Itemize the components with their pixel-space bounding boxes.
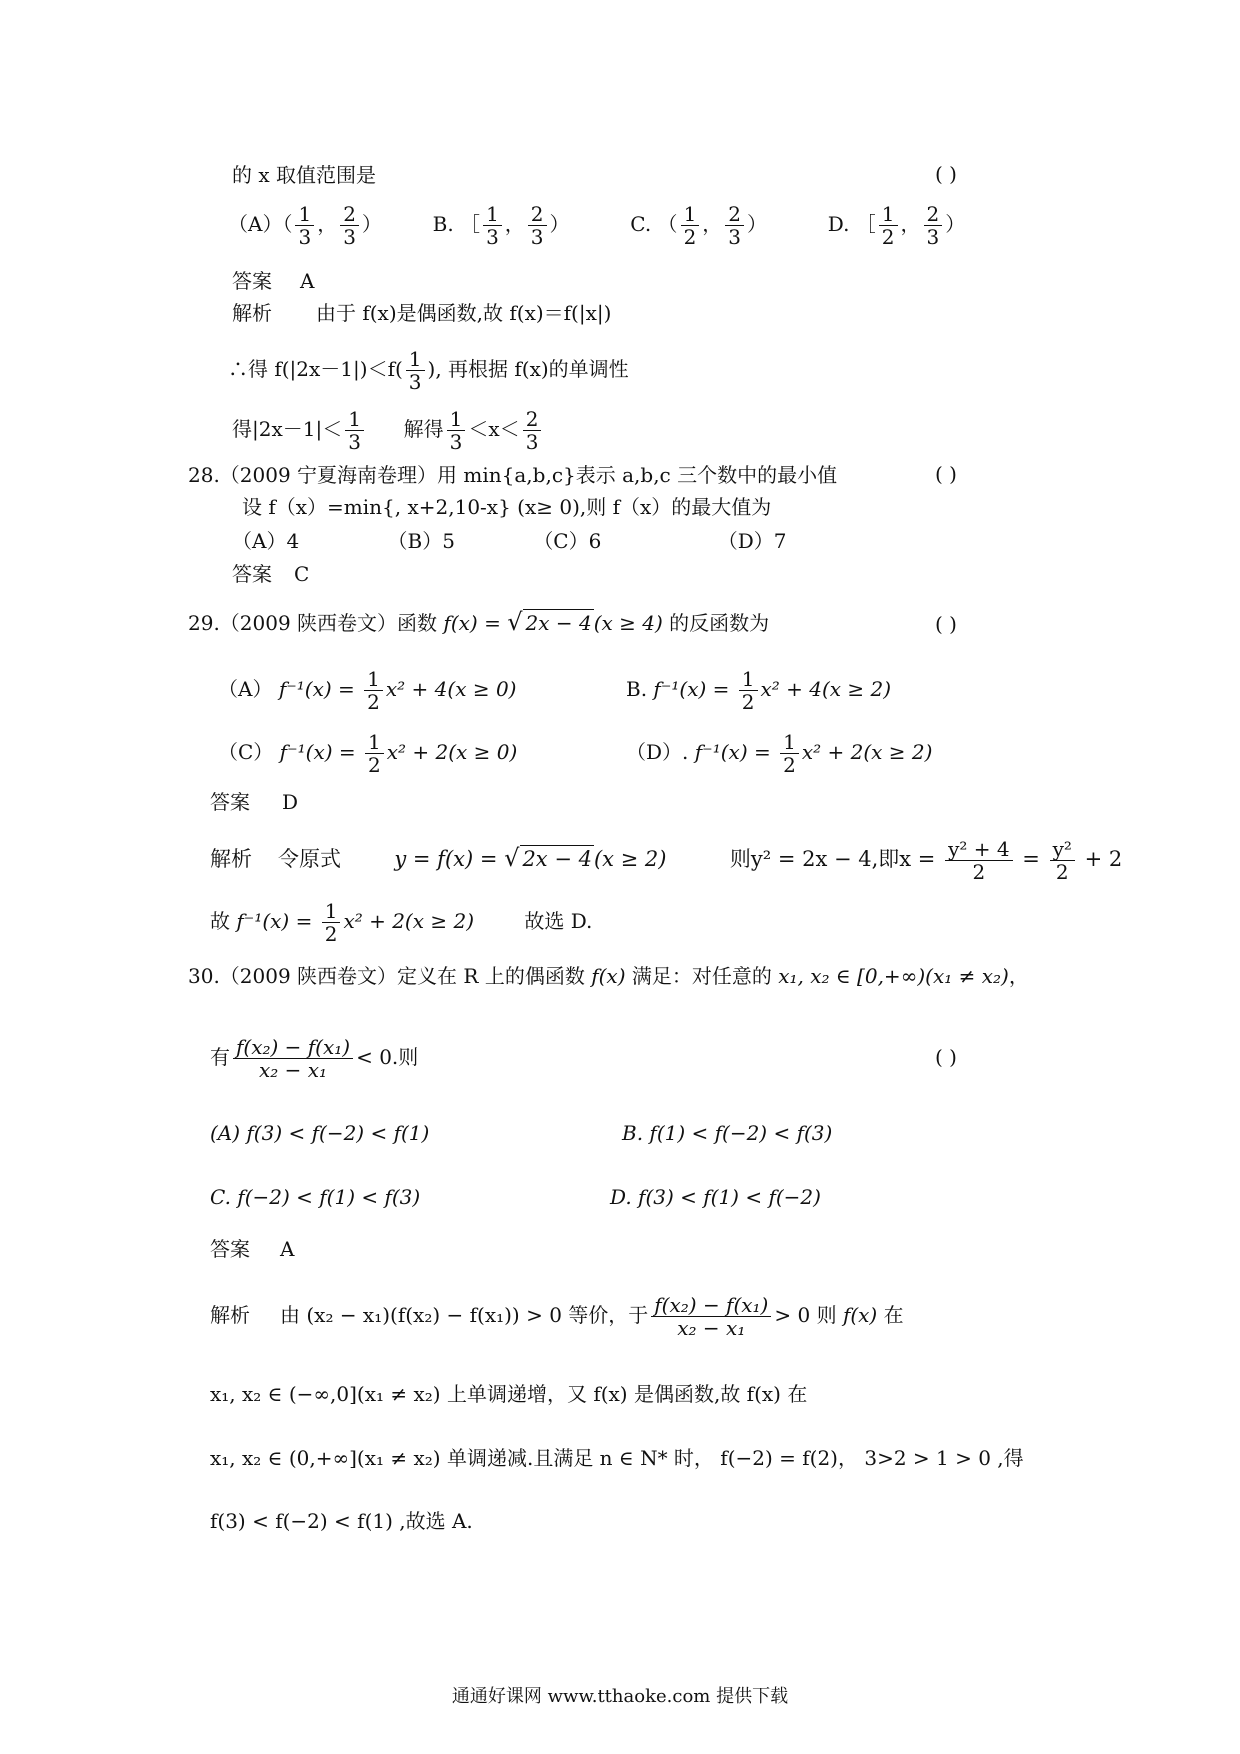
- q30-analysis-2: x₁, x₂ ∈ (−∞,0](x₁ ≠ x₂) 上单调递增，又 f(x) 是偶函数,故 f(x) 在: [210, 1382, 808, 1406]
- q27-answer: 答案 A: [232, 269, 315, 293]
- q30-option-d: D. f(3) < f(1) < f(−2): [610, 1185, 821, 1209]
- q30-answer: 答案 A: [210, 1237, 295, 1261]
- q28-option-a: （A）4: [232, 529, 300, 553]
- q27-answer-paren: ( ): [935, 162, 957, 186]
- q30-option-a: (A) f(3) < f(−2) < f(1): [210, 1121, 430, 1145]
- q27-analysis: 解析 由于 f(x)是偶函数,故 f(x)＝f(|x|): [232, 301, 612, 325]
- q27-options: [228, 203, 965, 248]
- q29-option-a: （A） f⁻¹(x) = $\frac{1}{2}$ x² + 4(x ≥ 0): [218, 667, 517, 714]
- q27-stem: 的 x 取值范围是: [232, 163, 376, 187]
- q29-analysis: 解析 令原式 y = f(x) = √ 2x − 4(x ≥ 2) 则y² = 2x − 4,即x = $\frac{\text{y² + 4}}{2}$ = $\frac{\text{y²}}{2}$ + 2: [210, 837, 1123, 884]
- q27-analysis-2: ∴得 f(|2x－1|)＜f( $\frac{1}{3}$ ), 再根据 f(x)的单调性: [228, 347, 629, 394]
- q27-option-d: D. ［ $\frac{1}{2}$ ， $\frac{2}{3}$ ）: [827, 202, 966, 249]
- q30-option-b: B. f(1) < f(−2) < f(3): [622, 1121, 833, 1145]
- q30-analysis-3: x₁, x₂ ∈ (0,+∞](x₁ ≠ x₂) 单调递减.且满足 n ∈ N* 时， f(−2) = f(2)， 3>2 > 1 > 0 ,得: [210, 1446, 1024, 1470]
- q28-option-d: （D）7: [717, 529, 787, 553]
- q29-conclusion: 故 f⁻¹(x) = $\frac{1}{2}$ x² + 2(x ≥ 2) 故选 D.: [210, 899, 593, 946]
- q30-answer-paren: ( ): [935, 1045, 957, 1069]
- q27-option-c: C. （ $\frac{1}{2}$ ， $\frac{2}{3}$ ）: [630, 202, 768, 249]
- q27-analysis-3: 得|2x－1|＜ $\frac{1}{3}$ 解得 $\frac{1}{3}$ ＜x＜ $\frac{2}{3}$: [232, 408, 544, 453]
- q29-answer-paren: ( ): [935, 612, 957, 636]
- q29-stem: 29.（2009 陕西卷文）函数 f(x) = √ 2x − 4 (x ≥ 4) 的反函数为: [188, 608, 770, 636]
- page-footer: 通通好课网 www.tthaoke.com 提供下载: [451, 1686, 789, 1707]
- q30-condition: 有 $\frac{\text{f(x₂) − f(x₁)}}{\text{x₂ − x₁}}$ < 0.则: [210, 1035, 419, 1082]
- q27-option-b: B. ［ $\frac{1}{3}$ ， $\frac{2}{3}$ ）: [432, 202, 570, 249]
- q28-answer: 答案 C: [232, 562, 310, 586]
- q28-condition: 设 f（x）=min{, x+2,10-x} (x≥ 0),则 f（x）的最大值为: [242, 495, 772, 519]
- q28-options: [232, 528, 786, 554]
- q28-option-c: （C）6: [533, 529, 602, 553]
- q30-stem: 30.（2009 陕西卷文）定义在 R 上的偶函数 f(x) 满足：对任意的 x₁, x₂ ∈ [0,+∞)(x₁ ≠ x₂)，: [188, 964, 1029, 988]
- q28-stem: 28.（2009 宁夏海南卷理）用 min{a,b,c}表示 a,b,c 三个数中的最小值: [188, 463, 838, 487]
- q29-option-b: B. f⁻¹(x) = $\frac{1}{2}$ x² + 4(x ≥ 2): [626, 667, 892, 714]
- q29-option-d: （D）. f⁻¹(x) = $\frac{1}{2}$ x² + 2(x ≥ 2): [626, 730, 933, 777]
- q29-option-c: （C） f⁻¹(x) = $\frac{1}{2}$ x² + 2(x ≥ 0): [218, 730, 518, 777]
- q28-answer-paren: ( ): [935, 462, 957, 486]
- q29-answer: 答案 D: [210, 790, 299, 814]
- q28-option-b: （B）5: [387, 529, 455, 553]
- q30-analysis-1: 解析 由 (x₂ − x₁)(f(x₂) − f(x₁)) > 0 等价，于 $\frac{\text{f(x₂) − f(x₁)}}{\text{x₂ − x₁}}$ > 0 则 f(x) 在: [210, 1293, 904, 1340]
- q30-analysis-4: f(3) < f(−2) < f(1) ,故选 A.: [210, 1509, 473, 1533]
- q30-option-c: C. f(−2) < f(1) < f(3): [210, 1185, 421, 1209]
- q27-option-a: （A）（ $\frac{1}{3}$ ， $\frac{2}{3}$ ）: [228, 202, 382, 249]
